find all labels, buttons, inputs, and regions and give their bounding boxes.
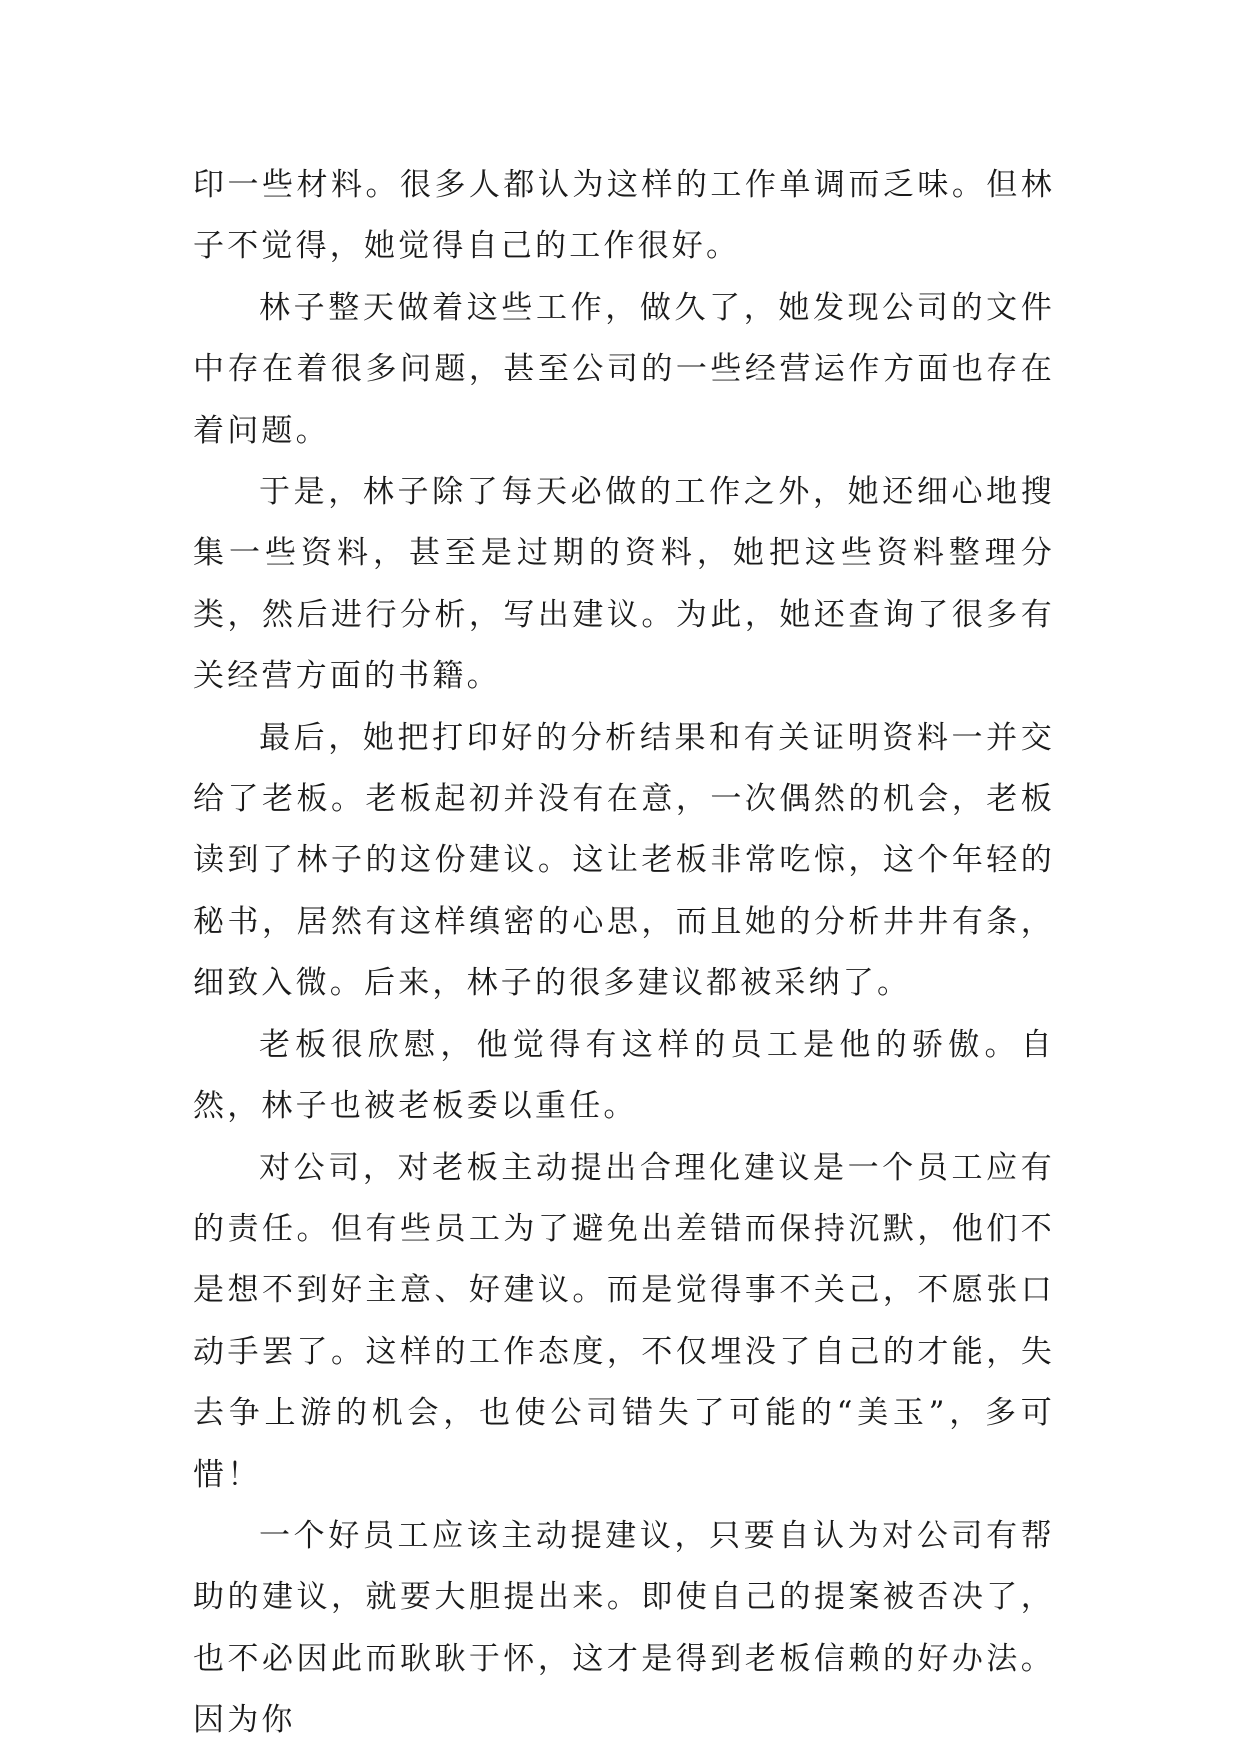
paragraph-2: 林子整天做着这些工作，做久了，她发现公司的文件中存在着很多问题，甚至公司的一些经营运作方面也存在着问题。 xyxy=(193,289,1055,449)
paragraph-1: 印一些材料。很多人都认为这样的工作单调而乏味。但林子不觉得，她觉得自己的工作很好。 xyxy=(193,167,1055,265)
paragraph-3: 于是，林子除了每天必做的工作之外，她还细心地搜集一些资料，甚至是过期的资料，她把这些资料整理分类，然后进行分析，写出建议。为此，她还查询了很多有关经营方面的书籍。 xyxy=(193,474,1055,695)
paragraph-5: 老板很欣慰，他觉得有这样的员工是他的骄傲。自然，林子也被老板委以重任。 xyxy=(193,1026,1055,1125)
body-text xyxy=(193,155,1055,1752)
paragraph-4: 最后，她把打印好的分析结果和有关证明资料一并交给了老板。老板起初并没有在意，一次偶然的机会，老板读到了林子的这份建议。这让老板非常吃惊，这个年轻的秘书，居然有这样缜密的心思，而且她的分析井井有条，细致入微。后来，林子的很多建议都被采纳了。 xyxy=(193,719,1055,1002)
paragraph-7: 一个好员工应该主动提建议，只要自认为对公司有帮助的建议，就要大胆提出来。即使自己的提案被否决了，也不必因此而耿耿于怀，这才是得到老板信赖的好办法。因为你 xyxy=(193,1517,1055,1739)
paragraph-6: 对公司，对老板主动提出合理化建议是一个员工应有的责任。但有些员工为了避免出差错而保持沉默，他们不是想不到好主意、好建议。而是觉得事不关己，不愿张口动手罢了。这样的工作态度，不仅埋没了自己的才能，失去争上游的机会，也使公司错失了可能的“美玉”，多可惜！ xyxy=(193,1149,1055,1493)
